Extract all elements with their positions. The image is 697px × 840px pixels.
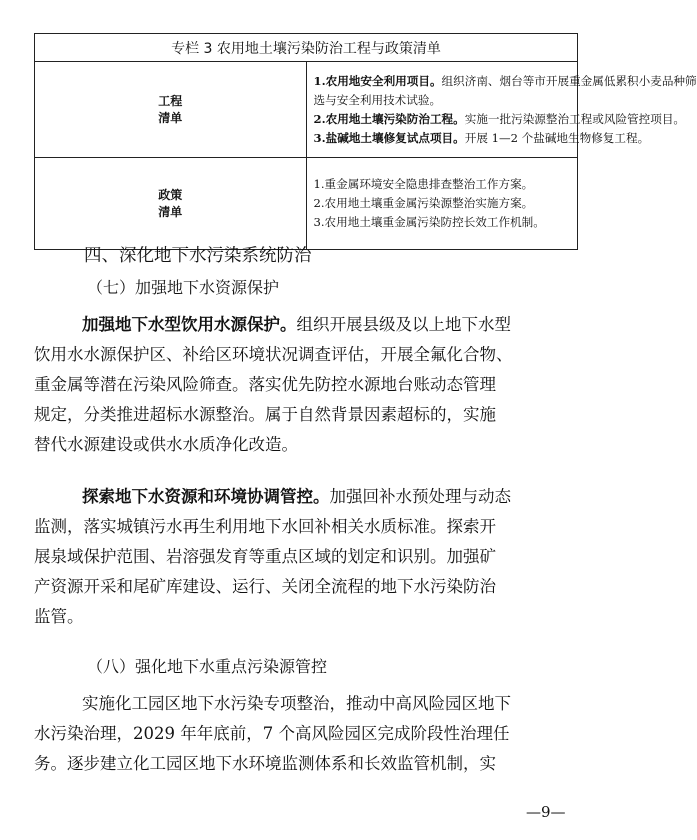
paragraph-line: 实施化工园区地下水污染专项整治，推动中高风险园区地下 [82, 694, 511, 713]
paragraph-line: 水污染治理，2029 年年底前，7 个高风险园区完成阶段性治理任 [34, 724, 510, 743]
page-number: —9— [526, 803, 566, 821]
paragraph-line: 替代水源建设或供水水质净化改造。 [34, 435, 298, 454]
policy-line: 1.重金属环境安全隐患排查整治工作方案。 [313, 177, 534, 191]
policies-label-line1: 政策 [158, 187, 183, 202]
subsection-heading-8: （八）强化地下水重点污染源管控 [87, 657, 328, 676]
paragraph-line: 探索地下水资源和环境协调管控。加强回补水预处理与动态 [82, 487, 511, 506]
box-caption: 专栏 3 农用地土壤污染防治工程与政策清单 [35, 34, 578, 62]
projects-list [306, 62, 697, 158]
project-line: 选与安全利用技术试验。 [313, 92, 442, 107]
paragraph-chemical-park-remediation [34, 689, 578, 779]
paragraph-line: 监管。 [34, 607, 84, 626]
paragraph-line: 展泉域保护范围、岩溶强发育等重点区域的划定和识别。加强矿 [34, 547, 496, 566]
project-line: 2.农用地土壤污染防治工程。实施一批污染源整治工程或风险管控项目。 [313, 111, 686, 126]
policy-line: 2.农用地土壤重金属污染源整治实施方案。 [313, 196, 534, 210]
paragraph-line: 饮用水水源保护区、补给区环境状况调查评估，开展全氟化合物、 [34, 345, 513, 364]
paragraph-groundwater-source-protection [34, 310, 578, 460]
paragraph-line: 监测，落实城镇污水再生利用地下水回补相关水质标准。探索开 [34, 517, 496, 536]
section-heading: 四、深化地下水污染系统防治 [84, 246, 312, 266]
projects-label [35, 62, 307, 158]
paragraph-line: 产资源开采和尾矿库建设、运行、关闭全流程的地下水污染防治 [34, 577, 496, 596]
paragraph-lead: 加强地下水型饮用水源保护。 [82, 315, 297, 334]
paragraph-resource-environment-control [34, 482, 578, 632]
paragraph-line: 务。逐步建立化工园区地下水环境监测体系和长效监管机制，实 [34, 754, 496, 773]
policies-list [306, 158, 578, 250]
policies-label-line2: 清单 [158, 204, 183, 219]
column-box-table [34, 33, 697, 250]
projects-label-line2: 清单 [158, 110, 183, 125]
paragraph-line: 重金属等潜在污染风险筛查。落实优先防控水源地台账动态管理 [34, 375, 496, 394]
policies-label [35, 158, 307, 250]
subsection-heading-7: （七）加强地下水资源保护 [87, 278, 280, 297]
project-line: 1.农用地安全利用项目。组织济南、烟台等市开展重金属低累积小麦品种筛 [313, 73, 697, 88]
paragraph-line: 加强地下水型饮用水源保护。组织开展县级及以上地下水型 [82, 315, 511, 334]
paragraph-lead: 探索地下水资源和环境协调管控。 [82, 487, 330, 506]
project-line: 3.盐碱地土壤修复试点项目。开展 1—2 个盐碱地生物修复工程。 [313, 130, 650, 145]
projects-label-line1: 工程 [158, 93, 183, 108]
policy-line: 3.农用地土壤重金属污染防控长效工作机制。 [313, 215, 545, 229]
paragraph-line: 规定，分类推进超标水源整治。属于自然背景因素超标的，实施 [34, 405, 496, 424]
